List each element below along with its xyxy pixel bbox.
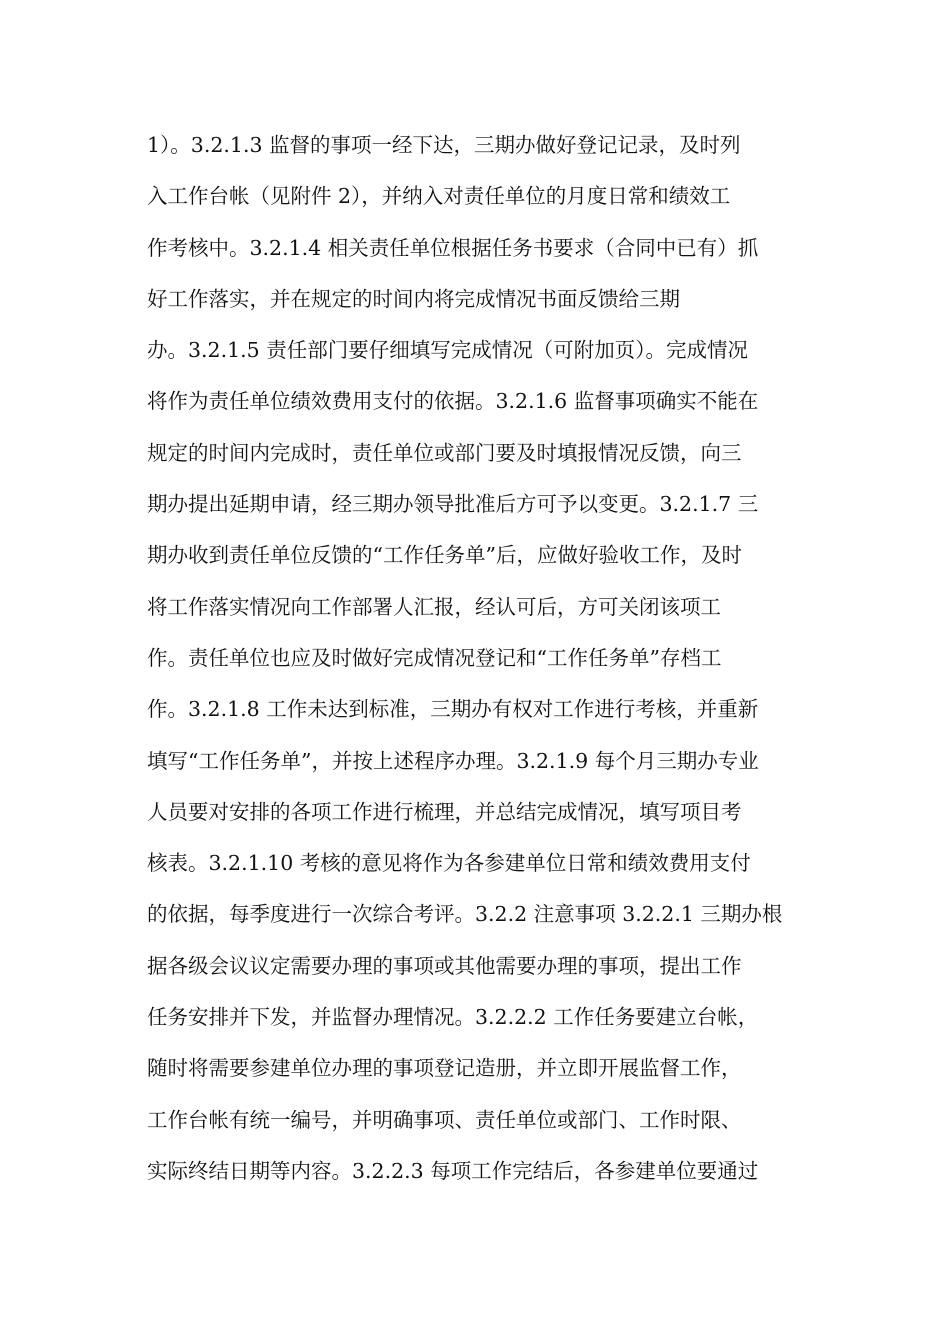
text-line: 作考核中。3.2.1.4 相关责任单位根据任务书要求（合同中已有）抓: [147, 235, 759, 260]
text-line: 随时将需要参建单位办理的事项登记造册，并立即开展监督工作，: [147, 1056, 742, 1081]
text-line: 据各级会议议定需要办理的事项或其他需要办理的事项，提出工作: [147, 953, 742, 978]
text-line: 填写“工作任务单”，并按上述程序办理。3.2.1.9 每个月三期办专业: [147, 748, 759, 773]
text-line: 作。3.2.1.8 工作未达到标准，三期办有权对工作进行考核，并重新: [147, 697, 759, 722]
text-line: 期办提出延期申请，经三期办领导批准后方可予以变更。3.2.1.7 三: [147, 492, 759, 517]
text-line: 任务安排并下发，并监督办理情况。3.2.2.2 工作任务要建立台帐，: [147, 1005, 759, 1030]
text-line: 核表。3.2.1.10 考核的意见将作为各参建单位日常和绩效费用支付: [147, 851, 751, 876]
text-line: 好工作落实，并在规定的时间内将完成情况书面反馈给三期: [147, 286, 680, 311]
text-line: 的依据，每季度进行一次综合考评。3.2.2 注意事项 3.2.2.1 三期办根: [147, 902, 783, 927]
text-line: 将工作落实情况向工作部署人汇报，经认可后，方可关闭该项工: [147, 594, 721, 619]
text-line: 将作为责任单位绩效费用支付的依据。3.2.1.6 监督事项确实不能在: [147, 389, 759, 414]
body-text: [147, 120, 807, 1197]
text-line: 作。责任单位也应及时做好完成情况登记和“工作任务单”存档工: [147, 645, 722, 670]
text-line: 工作台帐有统一编号，并明确事项、责任单位或部门、工作时限、: [147, 1107, 742, 1132]
text-line: 实际终结日期等内容。3.2.2.3 每项工作完结后，各参建单位要通过: [147, 1158, 759, 1183]
text-line: 期办收到责任单位反馈的“工作任务单”后，应做好验收工作，及时: [147, 543, 742, 568]
text-line: 1）。3.2.1.3 监督的事项一经下达，三期办做好登记记录，及时列: [147, 133, 741, 157]
text-line: 入工作台帐（见附件 2），并纳入对责任单位的月度日常和绩效工: [147, 184, 731, 209]
text-line: 规定的时间内完成时，责任单位或部门要及时填报情况反馈，向三: [147, 440, 742, 465]
text-line: 办。3.2.1.5 责任部门要仔细填写完成情况（可附加页）。完成情况: [147, 338, 748, 363]
text-line: 人员要对安排的各项工作进行梳理，并总结完成情况，填写项目考: [147, 799, 742, 824]
